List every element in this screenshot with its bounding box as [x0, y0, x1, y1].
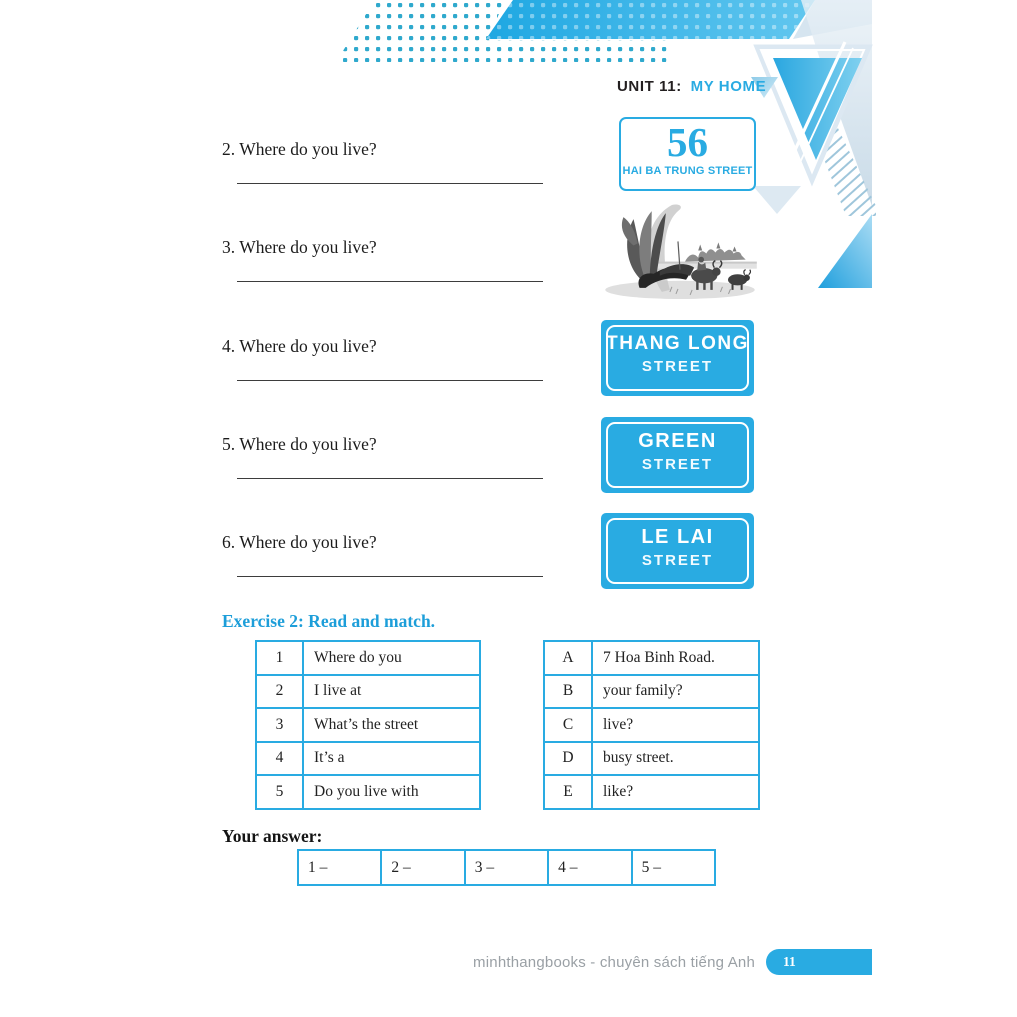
page-number-badge: 11: [766, 949, 872, 975]
street-sign: [601, 513, 754, 589]
answer-cell[interactable]: 4 –: [548, 850, 631, 885]
row-text-cell: 7 Hoa Binh Road.: [592, 641, 759, 675]
house-number-sign: [619, 117, 756, 191]
question-text: 6. Where do you live?: [222, 532, 377, 552]
row-key-cell: C: [544, 708, 592, 742]
sign-street-label: STREET: [641, 552, 714, 569]
row-key-cell: 2: [256, 675, 303, 709]
table-row: [544, 742, 759, 776]
sign-street-label: STREET: [641, 456, 714, 473]
row-key-cell: 4: [256, 742, 303, 776]
unit-header: [617, 78, 767, 95]
question-item: [222, 336, 562, 381]
row-text-cell: busy street.: [592, 742, 759, 776]
row-text-cell: live?: [592, 708, 759, 742]
question-item: [222, 139, 562, 184]
sign-street-name: GREEN: [638, 430, 717, 452]
table-row: [256, 742, 480, 776]
table-row: [256, 641, 480, 675]
row-text-cell: What’s the street: [303, 708, 480, 742]
question-text: 5. Where do you live?: [222, 434, 377, 454]
answer-blank-line[interactable]: [237, 380, 543, 381]
house-street-name: HAI BA TRUNG STREET: [622, 165, 753, 177]
answer-blank-line[interactable]: [237, 183, 543, 184]
question-text: 2. Where do you live?: [222, 139, 377, 159]
row-key-cell: A: [544, 641, 592, 675]
row-key-cell: 1: [256, 641, 303, 675]
row-text-cell: It’s a: [303, 742, 480, 776]
answer-blank-line[interactable]: [237, 576, 543, 577]
table-row: [256, 775, 480, 809]
question-text: 4. Where do you live?: [222, 336, 377, 356]
street-sign: [601, 417, 754, 493]
table-row: [544, 641, 759, 675]
table-row: [298, 850, 715, 885]
your-answer-label: Your answer:: [222, 826, 323, 846]
question-item: [222, 434, 562, 479]
answer-blank-line[interactable]: [237, 478, 543, 479]
answer-cell[interactable]: 2 –: [381, 850, 464, 885]
table-row: [544, 708, 759, 742]
table-row: [256, 675, 480, 709]
question-item: [222, 532, 562, 577]
house-number: 56: [667, 119, 708, 165]
match-table-right: [543, 640, 760, 810]
row-text-cell: Where do you: [303, 641, 480, 675]
row-key-cell: E: [544, 775, 592, 809]
answer-cell[interactable]: 1 –: [298, 850, 381, 885]
table-row: [256, 708, 480, 742]
row-key-cell: B: [544, 675, 592, 709]
table-row: [544, 675, 759, 709]
row-key-cell: 3: [256, 708, 303, 742]
table-row: [544, 775, 759, 809]
sign-street-label: STREET: [641, 358, 714, 375]
question-item: [222, 237, 562, 282]
row-text-cell: I live at: [303, 675, 480, 709]
question-text: 3. Where do you live?: [222, 237, 377, 257]
row-text-cell: like?: [592, 775, 759, 809]
answer-blank-line[interactable]: [237, 281, 543, 282]
row-key-cell: 5: [256, 775, 303, 809]
answer-cell[interactable]: 3 –: [465, 850, 548, 885]
footer-publisher-text: minhthangbooks - chuyên sách tiếng Anh: [473, 954, 755, 971]
unit-label: UNIT 11:: [617, 78, 682, 95]
row-key-cell: D: [544, 742, 592, 776]
answer-table: [297, 849, 716, 886]
row-text-cell: your family?: [592, 675, 759, 709]
street-sign: [601, 320, 754, 396]
row-text-cell: Do you live with: [303, 775, 480, 809]
answer-cell[interactable]: 5 –: [632, 850, 715, 885]
exercise2-title: Exercise 2: Read and match.: [222, 611, 436, 631]
unit-title: MY HOME: [690, 78, 767, 95]
sign-street-name: LE LAI: [641, 526, 714, 548]
match-table-left: [255, 640, 481, 810]
sign-street-name: THANG LONG: [606, 333, 749, 354]
countryside-illustration: [599, 201, 761, 300]
